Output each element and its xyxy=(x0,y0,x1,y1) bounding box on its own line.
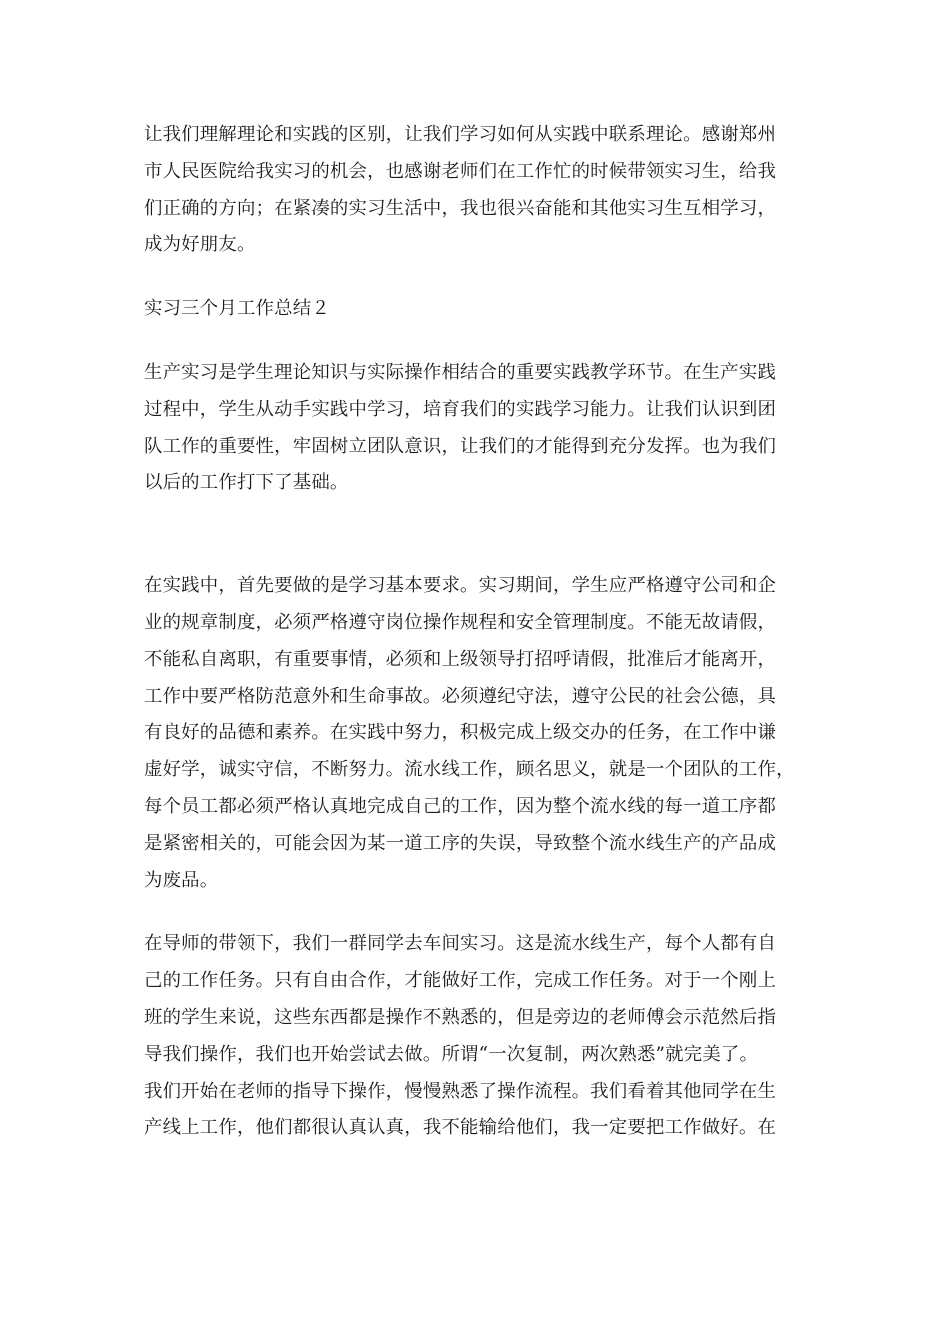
paragraph-hospital-thanks xyxy=(144,117,812,264)
section-heading-text: 实习三个月工作总结２ xyxy=(144,298,330,320)
text-line: 是紧密相关的，可能会因为某一道工序的失误，导致整个流水线生产的产品成 xyxy=(144,832,777,854)
paragraph-production-internship xyxy=(144,355,812,502)
text-line: 为废品。 xyxy=(144,869,219,891)
text-line: 在实践中，首先要做的是学习基本要求。实习期间，学生应严格遵守公司和企 xyxy=(144,575,777,597)
text-line: 队工作的重要性，牢固树立团队意识，让我们的才能得到充分发挥。也为我们 xyxy=(144,435,777,457)
section-heading xyxy=(144,291,812,328)
text-line: 成为好朋友。 xyxy=(144,234,256,256)
paragraph-spacer xyxy=(144,328,812,355)
paragraph-spacer xyxy=(144,502,812,568)
text-line: 产线上工作，他们都很认真认真，我不能输给他们，我一定要把工作做好。在 xyxy=(144,1117,777,1139)
text-line: 工作中要严格防范意外和生命事故。必须遵纪守法，遵守公民的社会公德，具 xyxy=(144,685,777,707)
text-line: 让我们理解理论和实践的区别，让我们学习如何从实践中联系理论。感谢郑州 xyxy=(144,124,777,145)
text-line: 市人民医院给我实习的机会，也感谢老师们在工作忙的时候带领实习生，给我 xyxy=(144,160,777,182)
text-line: 不能私自离职，有重要事情，必须和上级领导打招呼请假，批准后才能离开， xyxy=(144,648,777,670)
text-line: 导我们操作，我们也开始尝试去做。所谓“一次复制，两次熟悉”就完美了。 xyxy=(144,1043,759,1065)
text-line: 过程中，学生从动手实践中学习，培育我们的实践学习能力。让我们认识到团 xyxy=(144,398,777,420)
text-line: 己的工作任务。只有自由合作，才能做好工作，完成工作任务。对于一个刚上 xyxy=(144,970,777,992)
text-line: 业的规章制度，必须严格遵守岗位操作规程和安全管理制度。不能无故请假， xyxy=(144,611,777,633)
paragraph-workshop-practice xyxy=(144,926,812,1147)
text-line: 我们开始在老师的指导下操作，慢慢熟悉了操作流程。我们看着其他同学在生 xyxy=(144,1080,777,1102)
text-line: 生产实习是学生理论知识与实际操作相结合的重要实践教学环节。在生产实践 xyxy=(144,361,777,383)
text-line: 以后的工作打下了基础。 xyxy=(144,472,349,494)
text-line: 有良好的品德和素养。在实践中努力，积极完成上级交办的任务，在工作中谦 xyxy=(144,722,777,744)
paragraph-basic-requirements xyxy=(144,568,812,899)
text-line: 班的学生来说，这些东西都是操作不熟悉的，但是旁边的老师傅会示范然后指 xyxy=(144,1006,777,1028)
text-line: 虚好学，诚实守信，不断努力。流水线工作，顾名思义，就是一个团队的工作， xyxy=(144,759,795,781)
document-body xyxy=(144,117,812,1147)
text-line: 每个员工都必须严格认真地完成自己的工作，因为整个流水线的每一道工序都 xyxy=(144,795,777,817)
text-line: 们正确的方向；在紧凑的实习生活中，我也很兴奋能和其他实习生互相学习， xyxy=(144,197,777,219)
paragraph-spacer xyxy=(144,264,812,291)
text-line: 在导师的带领下，我们一群同学去车间实习。这是流水线生产，每个人都有自 xyxy=(144,933,777,955)
paragraph-spacer xyxy=(144,899,812,926)
